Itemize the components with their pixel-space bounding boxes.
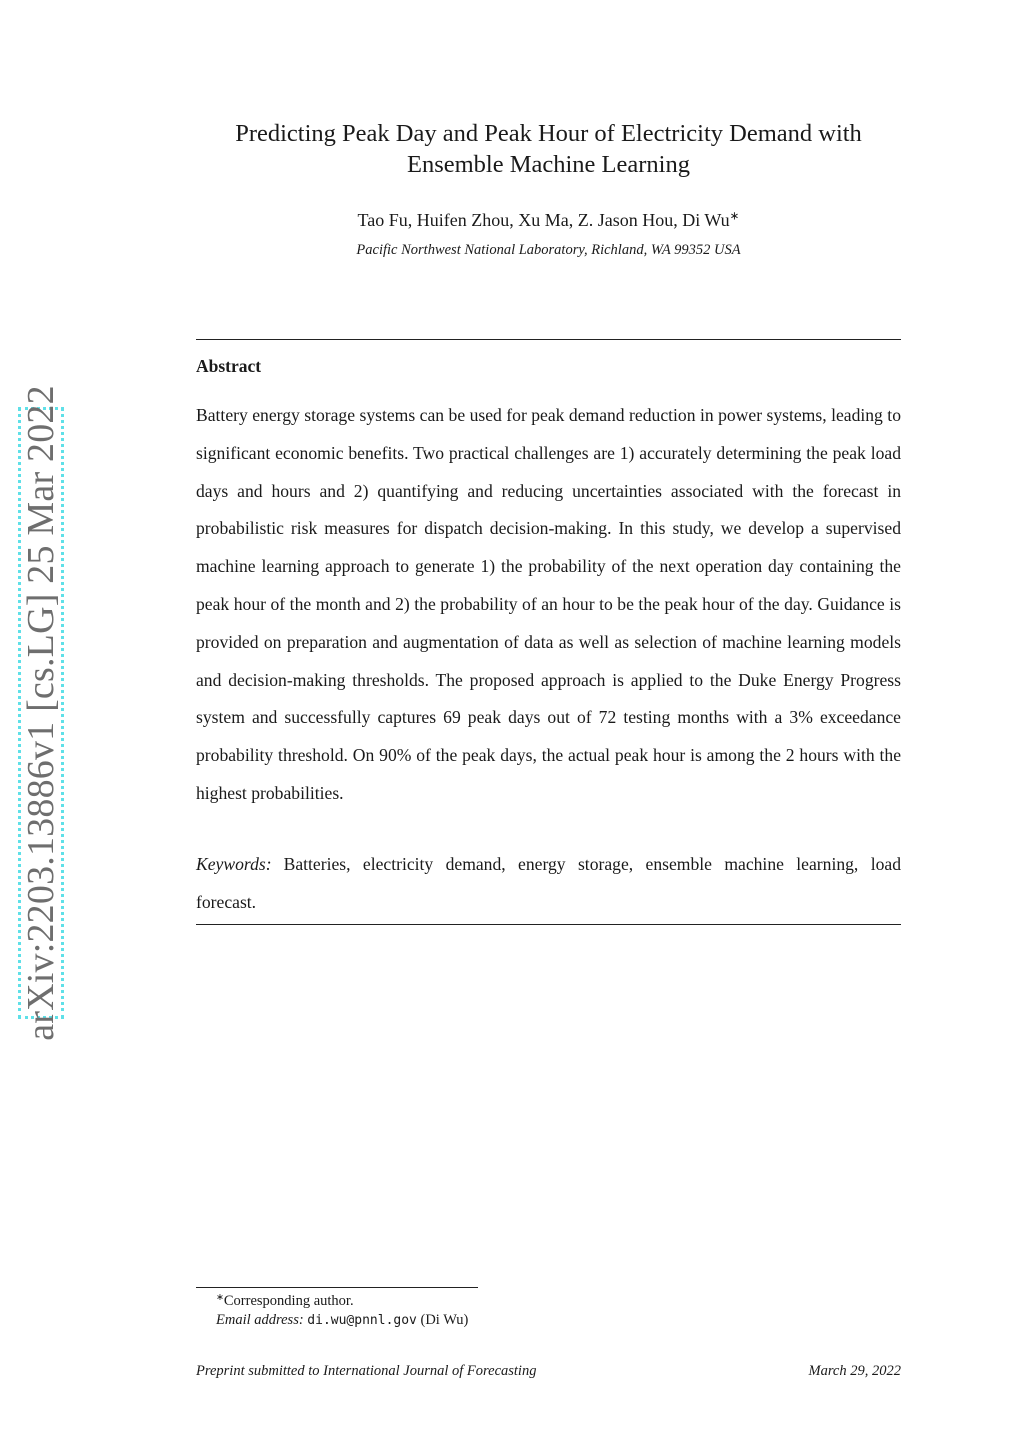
preprint-notice: Preprint submitted to International Journal of Forecasting [196, 1363, 537, 1379]
footnote-mark: ∗ [216, 1292, 224, 1303]
keywords [196, 846, 901, 922]
footnote-corresponding [216, 1292, 468, 1311]
abstract-top-rule [196, 339, 901, 340]
email-owner: (Di Wu) [420, 1312, 469, 1328]
corresponding-author-mark: ∗ [729, 209, 740, 223]
footnote-rule [196, 1287, 478, 1288]
email-label: Email address: [216, 1312, 304, 1328]
email-address-link[interactable]: di.wu@pnnl.gov [307, 1313, 417, 1328]
keywords-label: Keywords: [196, 854, 272, 874]
submission-date: March 29, 2022 [808, 1363, 901, 1379]
abstract-heading: Abstract [196, 356, 262, 376]
footnote-corresponding-text: Corresponding author. [223, 1293, 354, 1309]
footnote-email-line [216, 1311, 468, 1330]
paper-title: Predicting Peak Day and Peak Hour of Electricity Demand with Ensemble Machine Learning [235, 120, 862, 178]
abstract-bottom-rule [196, 924, 901, 925]
affiliation: Pacific Northwest National Laboratory, Richland, WA 99352 USA [356, 242, 741, 258]
keywords-text: Batteries, electricity demand, energy storage, ensemble machine learning, load forecast. [196, 854, 901, 912]
author-names: Tao Fu, Huifen Zhou, Xu Ma, Z. Jason Hou, Di Wu [357, 210, 730, 230]
author-list [196, 210, 901, 231]
abstract-body: Battery energy storage systems can be used for peak demand reduction in power systems, leading to significant economic benefits. Two practical challenges are 1) accurately determining the peak load days and hours and 2) quantifying and reducing uncertainties associated with the forecast in probabilistic risk measures for dispatch decision-making. In this study, we develop a supervised machine learning approach to generate 1) the probability of the next operation day containing the peak hour of the month and 2) the probability of an hour to be the peak hour of the day. Guidance is provided on preparation and augmentation of data as well as selection of machine learning models and decision-making thresholds. The proposed approach is applied to the Duke Energy Progress system and successfully captures 69 peak days out of 72 testing months with a 3% exceedance probability threshold. On 90% of the peak days, the actual peak hour is among the 2 hours with the highest probabilities. [196, 405, 901, 803]
arxiv-identifier[interactable]: arXiv:2203.13886v1 [cs.LG] 25 Mar 2022 [20, 385, 62, 1041]
footnote [216, 1292, 468, 1330]
